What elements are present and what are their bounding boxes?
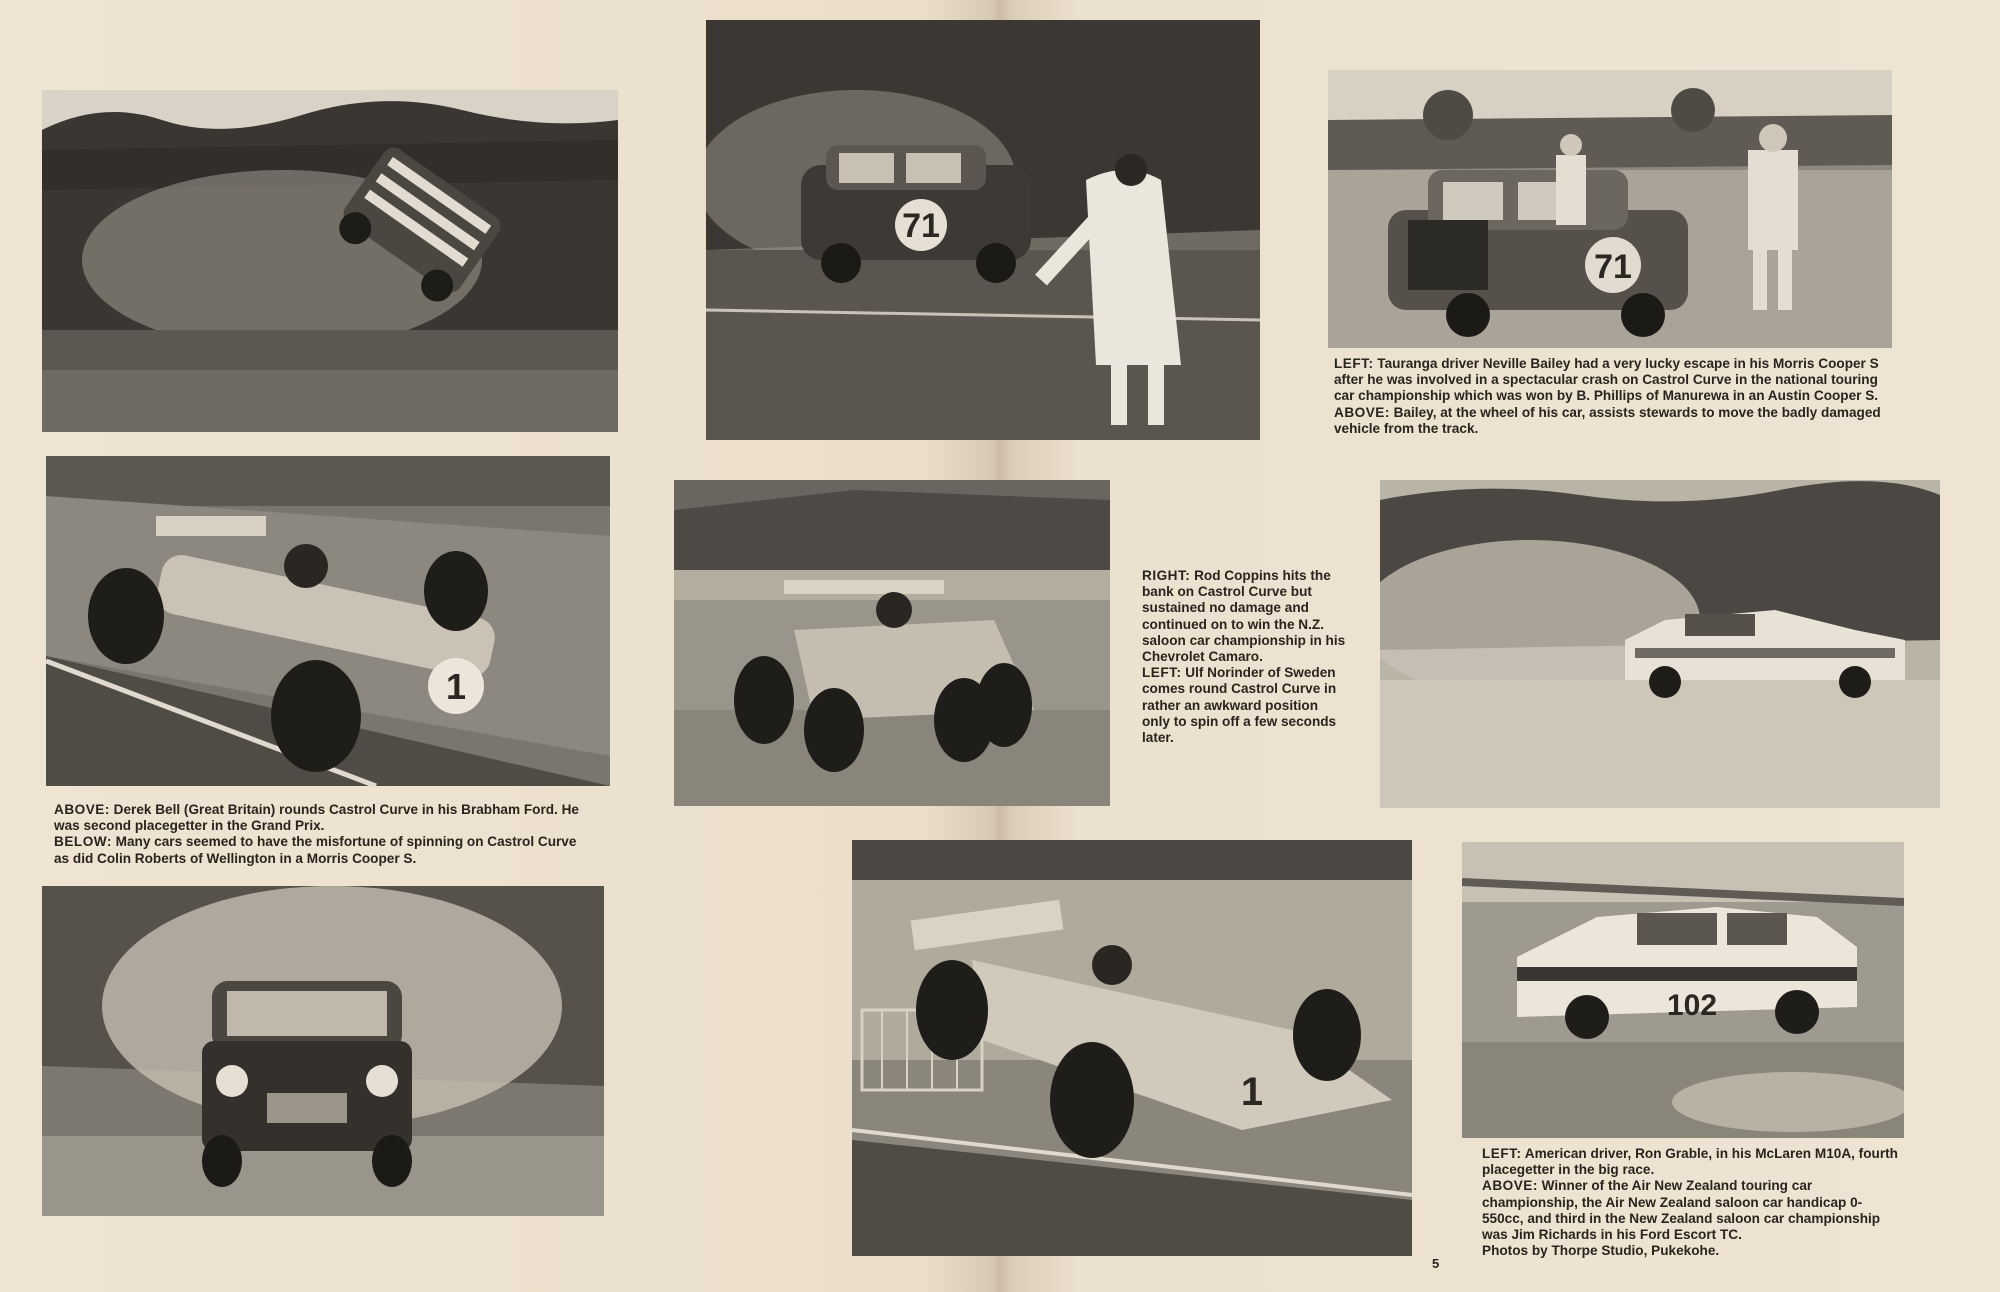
caption-coppins-left: [1142, 665, 1346, 746]
photo-grable-mclaren-image: [852, 840, 1412, 1256]
caption-bell-below: [54, 834, 594, 866]
caption-bailey-left-label: LEFT:: [1334, 356, 1374, 371]
photo-damaged-mini: [1328, 70, 1892, 348]
caption-bell-below-label: BELOW:: [54, 834, 112, 850]
caption-bailey: [1334, 356, 1894, 437]
photo-norinder: [674, 480, 1110, 806]
photo-mini-crash: [706, 20, 1260, 440]
caption-coppins-left-label: LEFT:: [1142, 665, 1182, 681]
photo-norinder-image: [674, 480, 1110, 806]
caption-grable-left-label: LEFT:: [1482, 1146, 1522, 1161]
page-number: 5: [1432, 1256, 1440, 1271]
caption-bailey-left: [1334, 356, 1894, 405]
grable-number-text: 1: [1240, 1070, 1264, 1114]
caption-coppins-right-label: RIGHT:: [1142, 568, 1191, 583]
caption-grable-left: [1482, 1146, 1900, 1178]
mini-number-text: 71: [902, 207, 940, 245]
photo-rollover: [42, 90, 618, 432]
caption-grable-above-text: Winner of the Air New Zealand touring car championship, the Air New Zealand saloon car handicap 0-550cc, and third in the New Zealand saloon car championship was Jim Richards in his Ford Escort TC.: [1482, 1178, 1881, 1243]
caption-coppins-left-text: Ulf Norinder of Sweden comes round Castrol Curve in rather an awkward position only to spin off a few seconds later.: [1142, 665, 1337, 746]
photo-rollover-image: [42, 90, 618, 432]
caption-grable-above-label: ABOVE:: [1482, 1178, 1538, 1194]
caption-bell-above: [54, 802, 594, 834]
caption-coppins-right-text: Rod Coppins hits the bank on Castrol Curve but sustained no damage and continued on to win the N.Z. saloon car championship in his Chevrolet Camaro.: [1142, 568, 1346, 665]
photo-damaged-mini-image: [1328, 70, 1892, 348]
caption-bell-above-text: Derek Bell (Great Britain) rounds Castrol Curve in his Brabham Ford. He was second placegetter in the Grand Prix.: [54, 802, 579, 834]
caption-coppins-right: [1142, 568, 1346, 665]
photo-mini-dust: [42, 886, 604, 1216]
damaged-number-text: 71: [1594, 248, 1632, 286]
caption-bailey-above-text: Bailey, at the wheel of his car, assists stewards to move the badly damaged vehicle from the track.: [1334, 404, 1881, 436]
caption-bailey-above-label: ABOVE:: [1334, 404, 1390, 420]
photo-bell-brabham-image: [46, 456, 610, 786]
caption-bailey-above: [1334, 405, 1894, 437]
photo-escort-image: [1462, 842, 1904, 1138]
photo-escort: [1462, 842, 1904, 1138]
photo-bell-brabham: [46, 456, 610, 786]
caption-bailey-left-text: Tauranga driver Neville Bailey had a very lucky escape in his Morris Cooper S after he was involved in a spectacular crash on Castrol Curve in the national touring car championship which was won by B. Phillips of Manurewa in an Austin Cooper S.: [1334, 356, 1879, 404]
caption-grable-credit: Photos by Thorpe Studio, Pukekohe.: [1482, 1243, 1720, 1259]
caption-grable-left-text: American driver, Ron Grable, in his McLaren M10A, fourth placegetter in the big race.: [1482, 1146, 1898, 1178]
caption-bell-below-text: Many cars seemed to have the misfortune of spinning on Castrol Curve as did Colin Roberts of Wellington in a Morris Cooper S.: [54, 834, 577, 866]
photo-mini-crash-image: [706, 20, 1260, 440]
caption-grable-above: [1482, 1178, 1900, 1243]
caption-coppins: [1142, 568, 1346, 746]
caption-bell: [54, 802, 594, 867]
photo-camaro-image: [1380, 480, 1940, 808]
escort-number-text: 102: [1666, 989, 1718, 1022]
caption-bell-above-label: ABOVE:: [54, 802, 110, 817]
photo-camaro: [1380, 480, 1940, 808]
photo-grable-mclaren: [852, 840, 1412, 1256]
caption-grable: [1482, 1146, 1900, 1259]
photo-mini-dust-image: [42, 886, 604, 1216]
bell-number-text: 1: [445, 666, 467, 707]
